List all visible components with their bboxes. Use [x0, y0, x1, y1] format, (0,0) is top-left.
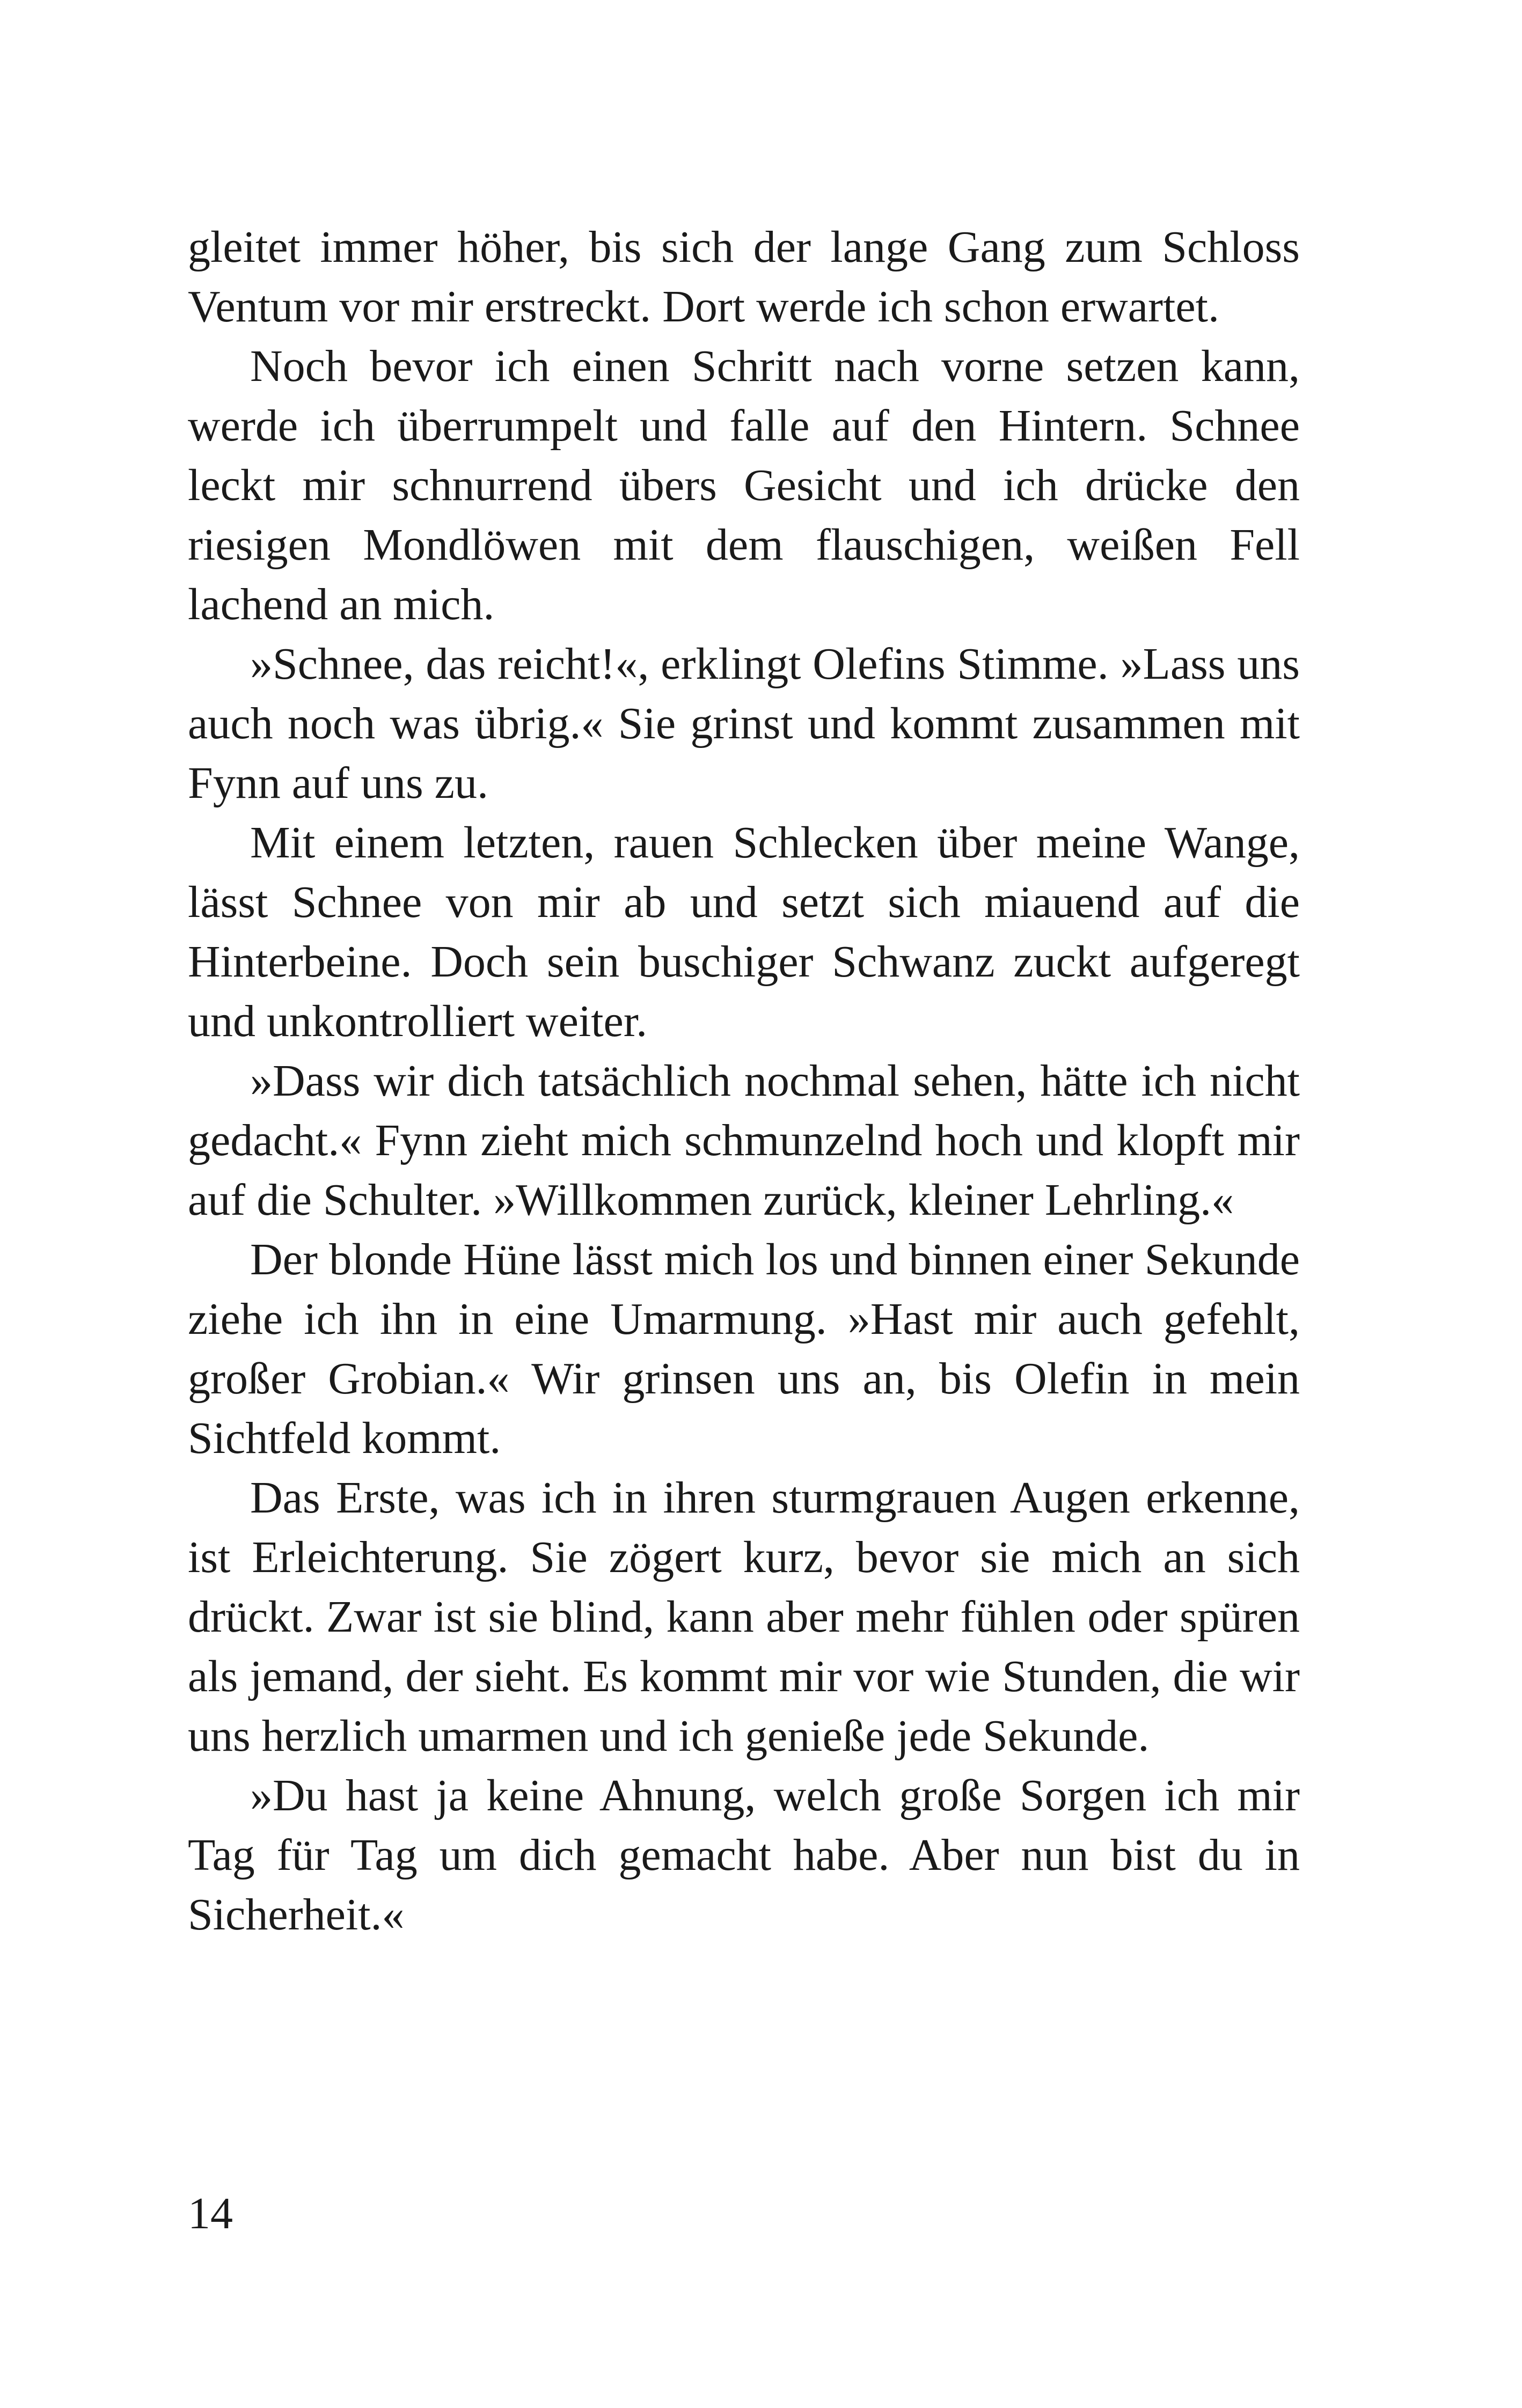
- page-body: [188, 217, 1300, 1944]
- paragraph-8: »Du hast ja keine Ahnung, welch große Sorgen ich mir Tag für Tag um dich gemacht habe. Aber nun bist du in Sicherheit.«: [188, 1771, 1300, 1940]
- paragraph-1: gleitet immer höher, bis sich der lange Gang zum Schloss Ventum vor mir erstreckt. Dort werde ich schon erwartet.: [188, 222, 1300, 332]
- paragraph-5: »Dass wir dich tatsächlich nochmal sehen, hätte ich nicht gedacht.« Fynn zieht mich schmunzelnd hoch und klopft mir auf die Schulter. »Willkommen zurück, kleiner Lehrling.«: [188, 1056, 1300, 1225]
- paragraph-2: Noch bevor ich einen Schritt nach vorne setzen kann, werde ich überrumpelt und falle auf den Hintern. Schnee leckt mir schnurrend übers Gesicht und ich drücke den riesigen Mondlöwen mit dem flauschigen, weißen Fell lachend an mich.: [188, 341, 1300, 629]
- page-number: 14: [188, 2189, 233, 2238]
- paragraph-6: Der blonde Hüne lässt mich los und binnen einer Sekunde ziehe ich ihn in eine Umarmung. »Hast mir auch gefehlt, großer Grobian.« Wir grinsen uns an, bis Olefin in mein Sichtfeld kommt.: [188, 1235, 1300, 1463]
- paragraph-7: Das Erste, was ich in ihren sturmgrauen Augen erkenne, ist Erleichterung. Sie zögert kurz, bevor sie mich an sich drückt. Zwar ist sie blind, kann aber mehr fühlen oder spüren als jemand, der sieht. Es kommt mir vor wie Stunden, die wir uns herzlich umarmen und ich genieße jede Sekunde.: [188, 1473, 1300, 1761]
- paragraph-3: »Schnee, das reicht!«, erklingt Olefins Stimme. »Lass uns auch noch was übrig.« Sie grinst und kommt zusammen mit Fynn auf uns zu.: [188, 639, 1300, 808]
- paragraph-4: Mit einem letzten, rauen Schlecken über meine Wange, lässt Schnee von mir ab und setzt sich miauend auf die Hinterbeine. Doch sein buschiger Schwanz zuckt aufgeregt und unkontrolliert weiter.: [188, 818, 1300, 1046]
